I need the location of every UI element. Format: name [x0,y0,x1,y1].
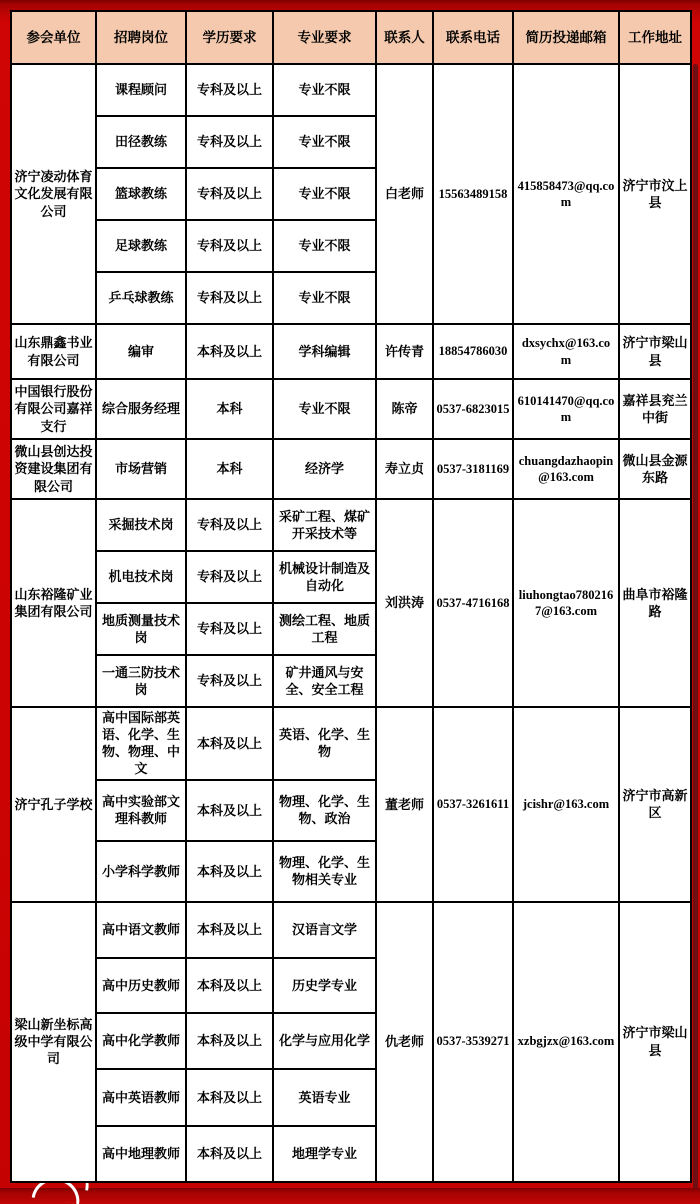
column-header-email: 简历投递邮箱 [513,11,619,64]
contact-phone: 15563489158 [433,64,513,324]
position-title: 地质测量技术岗 [96,603,186,655]
education-requirement: 本科及以上 [186,902,273,958]
position-title: 综合服务经理 [96,379,186,439]
major-requirement: 专业不限 [273,64,376,116]
position-title: 小学科学教师 [96,841,186,902]
contact-person: 白老师 [376,64,433,324]
major-requirement: 经济学 [273,439,376,499]
position-title: 一通三防技术岗 [96,655,186,707]
education-requirement: 本科及以上 [186,1069,273,1126]
company-name: 梁山新坐标高级中学有限公司 [11,902,96,1182]
contact-person: 陈帝 [376,379,433,439]
position-title: 高中英语教师 [96,1069,186,1126]
column-header-position: 招聘岗位 [96,11,186,64]
work-address: 微山县金源东路 [619,439,691,499]
position-title: 编审 [96,324,186,379]
work-address: 济宁市汶上县 [619,64,691,324]
contact-phone: 0537-3181169 [433,439,513,499]
contact-phone: 0537-3261611 [433,707,513,902]
major-requirement: 机械设计制造及自动化 [273,551,376,603]
position-title: 课程顾问 [96,64,186,116]
table-row [11,379,691,439]
major-requirement: 采矿工程、煤矿开采技术等 [273,499,376,551]
education-requirement: 专科及以上 [186,272,273,324]
header-row [11,11,691,64]
resume-email: dxsychx@163.com [513,324,619,379]
major-requirement: 测绘工程、地质工程 [273,603,376,655]
resume-email: jcishr@163.com [513,707,619,902]
table-row [11,64,691,116]
table-row [11,707,691,780]
resume-email: 610141470@qq.com [513,379,619,439]
company-name: 中国银行股份有限公司嘉祥支行 [11,379,96,439]
position-title: 市场营销 [96,439,186,499]
column-header-contact: 联系人 [376,11,433,64]
major-requirement: 地理学专业 [273,1126,376,1182]
company-name: 济宁孔子学校 [11,707,96,902]
major-requirement: 专业不限 [273,116,376,168]
job-fair-table-container [10,10,690,1183]
education-requirement: 专科及以上 [186,220,273,272]
table-row [11,902,691,958]
work-address: 济宁市梁山县 [619,902,691,1182]
resume-email: liuhongtao7802167@163.com [513,499,619,707]
major-requirement: 化学与应用化学 [273,1013,376,1069]
position-title: 高中实验部文理科教师 [96,780,186,841]
education-requirement: 本科及以上 [186,1013,273,1069]
education-requirement: 本科及以上 [186,1126,273,1182]
company-name: 山东鼎鑫书业有限公司 [11,324,96,379]
education-requirement: 专科及以上 [186,655,273,707]
major-requirement: 英语、化学、生物 [273,707,376,780]
major-requirement: 物理、化学、生物、政治 [273,780,376,841]
contact-phone: 0537-3539271 [433,902,513,1182]
work-address: 曲阜市裕隆路 [619,499,691,707]
table-row [11,324,691,379]
position-title: 足球教练 [96,220,186,272]
work-address: 济宁市梁山县 [619,324,691,379]
company-name: 微山县创达投资建设集团有限公司 [11,439,96,499]
education-requirement: 本科及以上 [186,958,273,1013]
position-title: 田径教练 [96,116,186,168]
education-requirement: 本科 [186,439,273,499]
education-requirement: 专科及以上 [186,168,273,220]
education-requirement: 专科及以上 [186,116,273,168]
position-title: 机电技术岗 [96,551,186,603]
contact-person: 许传青 [376,324,433,379]
major-requirement: 汉语言文学 [273,902,376,958]
major-requirement: 矿井通风与安全、安全工程 [273,655,376,707]
position-title: 高中化学教师 [96,1013,186,1069]
work-address: 嘉祥县兖兰中街 [619,379,691,439]
column-header-company: 参会单位 [11,11,96,64]
resume-email: xzbgjzx@163.com [513,902,619,1182]
contact-phone: 18854786030 [433,324,513,379]
job-fair-table [10,10,692,1183]
position-title: 高中国际部英语、化学、生物、物理、中文 [96,707,186,780]
education-requirement: 本科及以上 [186,841,273,902]
major-requirement: 英语专业 [273,1069,376,1126]
education-requirement: 专科及以上 [186,551,273,603]
education-requirement: 本科及以上 [186,324,273,379]
column-header-major: 专业要求 [273,11,376,64]
table-body [11,64,691,1182]
resume-email: 415858473@qq.com [513,64,619,324]
major-requirement: 专业不限 [273,379,376,439]
education-requirement: 本科及以上 [186,780,273,841]
column-header-education: 学历要求 [186,11,273,64]
education-requirement: 专科及以上 [186,603,273,655]
work-address: 济宁市高新区 [619,707,691,902]
education-requirement: 本科 [186,379,273,439]
position-title: 采掘技术岗 [96,499,186,551]
company-name: 山东裕隆矿业集团有限公司 [11,499,96,707]
contact-phone: 0537-4716168 [433,499,513,707]
education-requirement: 专科及以上 [186,499,273,551]
company-name: 济宁凌动体育文化发展有限公司 [11,64,96,324]
position-title: 篮球教练 [96,168,186,220]
position-title: 高中历史教师 [96,958,186,1013]
resume-email: chuangdazhaopin@163.com [513,439,619,499]
major-requirement: 专业不限 [273,272,376,324]
table-row [11,499,691,551]
major-requirement: 物理、化学、生物相关专业 [273,841,376,902]
contact-person: 寿立贞 [376,439,433,499]
column-header-address: 工作地址 [619,11,691,64]
education-requirement: 专科及以上 [186,64,273,116]
contact-person: 仇老师 [376,902,433,1182]
major-requirement: 学科编辑 [273,324,376,379]
position-title: 乒乓球教练 [96,272,186,324]
contact-phone: 0537-6823015 [433,379,513,439]
major-requirement: 历史学专业 [273,958,376,1013]
table-row [11,439,691,499]
contact-person: 董老师 [376,707,433,902]
right-accent-strip [693,64,698,1188]
column-header-phone: 联系电话 [433,11,513,64]
contact-person: 刘洪涛 [376,499,433,707]
major-requirement: 专业不限 [273,168,376,220]
major-requirement: 专业不限 [273,220,376,272]
education-requirement: 本科及以上 [186,707,273,780]
position-title: 高中地理教师 [96,1126,186,1182]
position-title: 高中语文教师 [96,902,186,958]
